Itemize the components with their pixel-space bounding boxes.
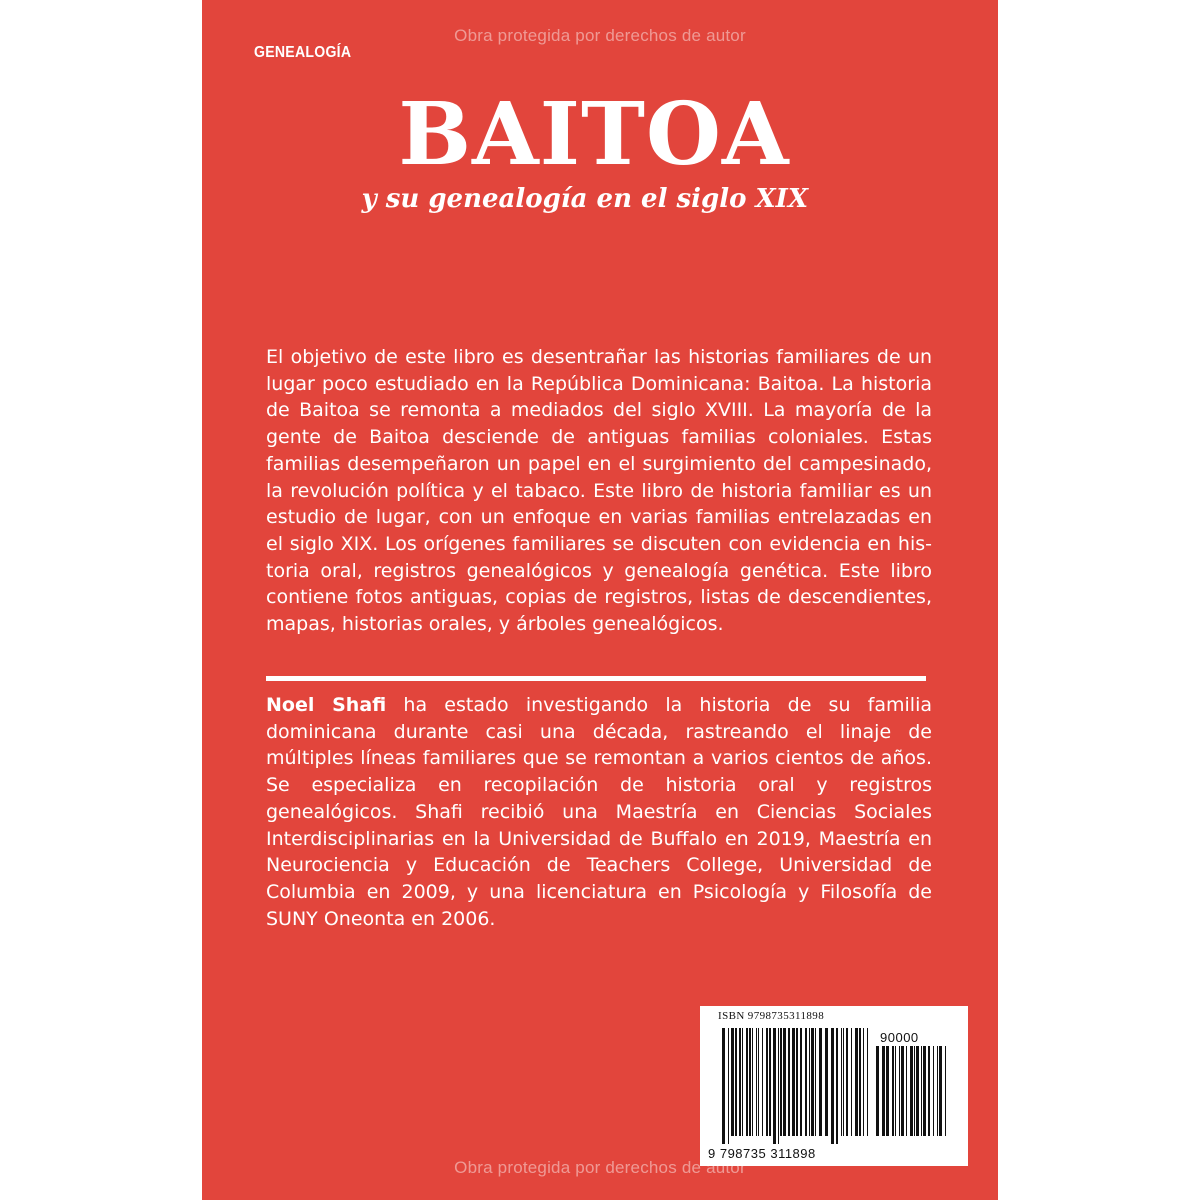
barcode-bar bbox=[945, 1046, 946, 1136]
barcode-bar bbox=[916, 1046, 919, 1136]
author-bio bbox=[266, 692, 932, 932]
barcode-bar bbox=[921, 1046, 922, 1136]
barcode-bar bbox=[758, 1028, 759, 1136]
isbn-digits: 9 798735 311898 bbox=[708, 1146, 816, 1161]
barcode-bar bbox=[783, 1028, 786, 1136]
barcode-bar bbox=[735, 1028, 737, 1136]
barcode-bar bbox=[749, 1028, 751, 1136]
barcode-bar bbox=[731, 1028, 734, 1136]
barcode-bar bbox=[933, 1046, 934, 1136]
barcode-bar bbox=[811, 1028, 814, 1136]
barcode-bar bbox=[773, 1028, 776, 1144]
barcode-bar bbox=[910, 1046, 913, 1136]
barcode-bar bbox=[788, 1028, 790, 1136]
barcode-bar bbox=[722, 1028, 725, 1144]
barcode-bar bbox=[923, 1046, 926, 1136]
barcode-bar bbox=[841, 1028, 842, 1136]
barcode-bar bbox=[800, 1028, 802, 1136]
barcode-bar bbox=[846, 1028, 848, 1136]
barcode-bar bbox=[859, 1028, 861, 1136]
addon-barcode-bars bbox=[876, 1046, 946, 1144]
author-bio-text: ha estado investigando la historia de su familia dominicana durante casi una década, rastreando el linaje de múltiples líneas familiares que se remontan a varios cientos de años. Se especializa en recopilación de historia oral y registros genealógicos. Shafi recibió una Maestría en Ciencias Sociales Interdisciplinarias en la Universidad de Buffalo en 2019, Maestría en Neurociencia y Educación de Teachers College, Universidad de Columbia en 2009, y una licenciatura en Psicología y Filosofía de SUNY Oneonta en 2006. bbox=[266, 694, 932, 930]
isbn-barcode bbox=[700, 1006, 968, 1166]
barcode-bar bbox=[914, 1046, 915, 1136]
barcode-bar bbox=[746, 1028, 748, 1136]
category-label: GENEALOGÍA bbox=[254, 44, 352, 61]
barcode-bar bbox=[756, 1028, 757, 1136]
barcode-bar bbox=[899, 1046, 900, 1136]
book-description: El objetivo de este libro es desentrañar las historias familiares de un lugar poco estudiado en la República Dominicana: Baitoa. La historia de Baitoa se remonta a mediados del siglo XVIII. La mayoría de la gente de Baitoa desciende de antiguas familias coloniales. Estas familias desempeñaron un papel en el surgimiento del campesinado, la revolución política y el tabaco. Este libro de historia familiar es un estudio de lugar, con un enfoque en varias familias entrelazadas en el siglo XIX. Los orígenes familiares se discuten con evidencia en historia oral, registros genealógicos y genealogía genética. Este libro contiene fotos antiguas, copias de registros, listas de descendientes, mapas, historias orales, y árboles genealógicos. bbox=[266, 346, 932, 636]
barcode-bar bbox=[876, 1046, 879, 1136]
barcode-bar bbox=[937, 1046, 938, 1136]
barcode-bar bbox=[825, 1028, 828, 1136]
barcode-bar bbox=[855, 1028, 858, 1136]
barcode-bar bbox=[882, 1046, 885, 1136]
barcode-bar bbox=[809, 1028, 810, 1136]
barcode-bar bbox=[831, 1028, 834, 1144]
copyright-watermark-top: Obra protegida por derechos de autor bbox=[454, 26, 746, 45]
price-code: 90000 bbox=[880, 1030, 919, 1045]
barcode-bar bbox=[728, 1028, 729, 1144]
author-name: Noel Shafi bbox=[266, 694, 387, 716]
barcode-bar bbox=[752, 1028, 753, 1136]
barcode-bar bbox=[819, 1028, 822, 1136]
barcode-bars bbox=[722, 1028, 868, 1144]
barcode-bar bbox=[939, 1046, 942, 1136]
barcode-bar bbox=[906, 1046, 907, 1136]
barcode-bar bbox=[769, 1028, 771, 1136]
barcode-bar bbox=[805, 1028, 807, 1136]
barcode-bar bbox=[742, 1028, 743, 1136]
barcode-bar bbox=[843, 1028, 844, 1136]
barcode-bar bbox=[766, 1028, 768, 1136]
barcode-bar bbox=[796, 1028, 798, 1136]
barcode-bar bbox=[739, 1028, 741, 1136]
barcode-bar bbox=[863, 1028, 864, 1136]
barcode-bar bbox=[815, 1028, 816, 1136]
barcode-bar bbox=[867, 1028, 868, 1136]
barcode-bar bbox=[836, 1028, 838, 1144]
barcode-bar bbox=[895, 1046, 896, 1136]
barcode-bar bbox=[780, 1028, 782, 1136]
book-title: BAITOA bbox=[398, 84, 790, 185]
back-cover bbox=[202, 0, 998, 1200]
barcode-bar bbox=[792, 1028, 795, 1136]
isbn-label: ISBN 9798735311898 bbox=[718, 1010, 825, 1022]
barcode-bar bbox=[851, 1028, 852, 1136]
copyright-watermark-bottom: Obra protegida por derechos de autor bbox=[454, 1158, 746, 1177]
section-divider bbox=[266, 676, 926, 681]
barcode-bar bbox=[778, 1028, 779, 1144]
book-subtitle: y su genealogía en el siglo XIX bbox=[361, 184, 808, 214]
barcode-bar bbox=[928, 1046, 930, 1136]
barcode-bar bbox=[901, 1046, 904, 1136]
barcode-bar bbox=[892, 1046, 894, 1136]
barcode-bar bbox=[762, 1028, 763, 1136]
barcode-bar bbox=[886, 1046, 889, 1136]
